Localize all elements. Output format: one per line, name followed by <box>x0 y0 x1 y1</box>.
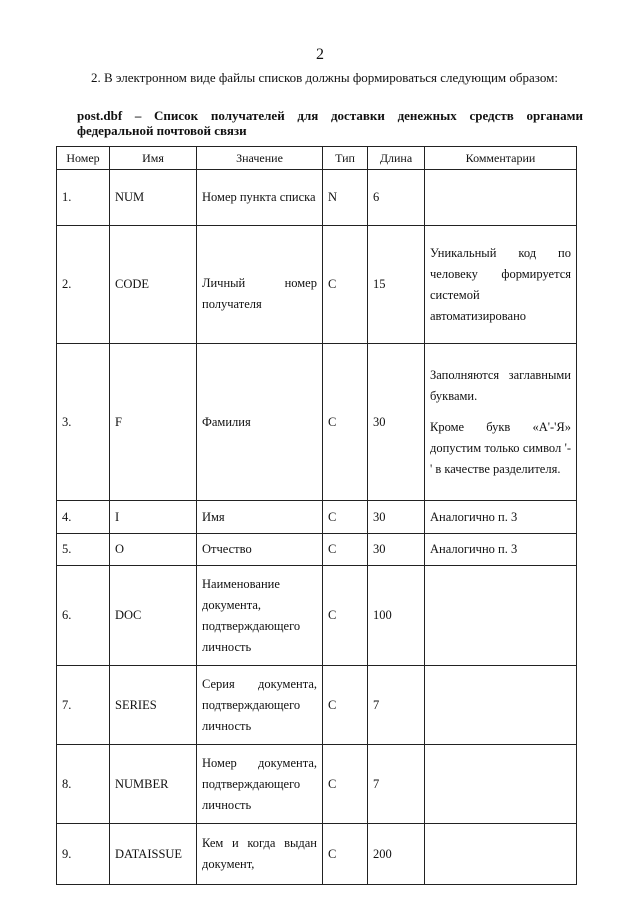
cell-value: Серия документа, подтверждающего личность <box>197 666 323 745</box>
heading-word: получателей <box>210 108 285 123</box>
cell-length: 30 <box>368 534 425 566</box>
cell-number: 9. <box>57 824 110 885</box>
cell-comment: Аналогично п. 3 <box>425 534 577 566</box>
table-heading <box>77 108 583 138</box>
cell-value: Личный номер получателя <box>197 226 323 344</box>
cell-type: C <box>323 824 368 885</box>
table-header-row <box>57 147 577 170</box>
cell-name: DATAISSUE <box>110 824 197 885</box>
cell-value: Отчество <box>197 534 323 566</box>
cell-value: Номер пункта списка <box>197 170 323 226</box>
cell-length: 30 <box>368 344 425 501</box>
header-name: Имя <box>110 147 197 170</box>
heading-word: денежных <box>397 108 457 123</box>
table-row <box>57 745 577 824</box>
cell-value: Имя <box>197 501 323 534</box>
cell-number: 2. <box>57 226 110 344</box>
heading-word: органами <box>526 108 583 123</box>
header-number: Номер <box>57 147 110 170</box>
cell-length: 100 <box>368 566 425 666</box>
table-row <box>57 534 577 566</box>
table-row <box>57 501 577 534</box>
heading-word: – <box>134 108 142 123</box>
cell-comment <box>425 170 577 226</box>
heading-word: доставки <box>330 108 385 123</box>
heading-line-2: федеральной почтовой связи <box>77 123 247 138</box>
cell-type: C <box>323 534 368 566</box>
table-row <box>57 824 577 885</box>
cell-name: SERIES <box>110 666 197 745</box>
header-type: Тип <box>323 147 368 170</box>
heading-word: средств <box>469 108 514 123</box>
table-row <box>57 666 577 745</box>
fields-table <box>56 146 577 885</box>
cell-type: C <box>323 344 368 501</box>
cell-length: 7 <box>368 745 425 824</box>
cell-type: C <box>323 226 368 344</box>
header-value: Значение <box>197 147 323 170</box>
cell-name: NUMBER <box>110 745 197 824</box>
header-length: Длина <box>368 147 425 170</box>
cell-type: C <box>323 566 368 666</box>
cell-number: 5. <box>57 534 110 566</box>
cell-comment: Уникальный код по человеку формируется системой автоматизировано <box>425 226 577 344</box>
cell-number: 8. <box>57 745 110 824</box>
intro-paragraph: 2. В электронном виде файлы списков должны формироваться следующим образом: <box>91 70 558 85</box>
cell-name: I <box>110 501 197 534</box>
heading-line-1 <box>77 108 583 123</box>
cell-number: 6. <box>57 566 110 666</box>
table-row <box>57 566 577 666</box>
cell-length: 15 <box>368 226 425 344</box>
cell-number: 1. <box>57 170 110 226</box>
cell-value: Наименование документа, подтверждающего личность <box>197 566 323 666</box>
cell-type: C <box>323 666 368 745</box>
heading-word: для <box>297 108 319 123</box>
header-comment: Комментарии <box>425 147 577 170</box>
table-row <box>57 226 577 344</box>
table-row <box>57 344 577 501</box>
cell-comment <box>425 745 577 824</box>
cell-name: DOC <box>110 566 197 666</box>
cell-type: C <box>323 745 368 824</box>
cell-length: 7 <box>368 666 425 745</box>
heading-word: Список <box>154 108 199 123</box>
cell-number: 7. <box>57 666 110 745</box>
cell-length: 6 <box>368 170 425 226</box>
cell-type: C <box>323 501 368 534</box>
comment-paragraph: Заполняются заглавными буквами. <box>430 367 571 403</box>
comment-paragraph: Кроме букв «А'-'Я» допустим только символ '-' в качестве разделителя. <box>430 419 571 476</box>
cell-value: Кем и когда выдан документ, <box>197 824 323 885</box>
cell-number: 3. <box>57 344 110 501</box>
cell-comment <box>425 344 577 501</box>
cell-value: Номер документа, подтверждающего личность <box>197 745 323 824</box>
heading-filename: post.dbf <box>77 108 123 123</box>
cell-number: 4. <box>57 501 110 534</box>
cell-length: 30 <box>368 501 425 534</box>
cell-name: F <box>110 344 197 501</box>
page-number: 2 <box>316 46 324 63</box>
cell-comment <box>425 824 577 885</box>
cell-comment <box>425 666 577 745</box>
cell-name: CODE <box>110 226 197 344</box>
cell-name: O <box>110 534 197 566</box>
table-row <box>57 170 577 226</box>
cell-length: 200 <box>368 824 425 885</box>
cell-comment: Аналогично п. 3 <box>425 501 577 534</box>
cell-value: Фамилия <box>197 344 323 501</box>
cell-comment <box>425 566 577 666</box>
cell-name: NUM <box>110 170 197 226</box>
cell-type: N <box>323 170 368 226</box>
